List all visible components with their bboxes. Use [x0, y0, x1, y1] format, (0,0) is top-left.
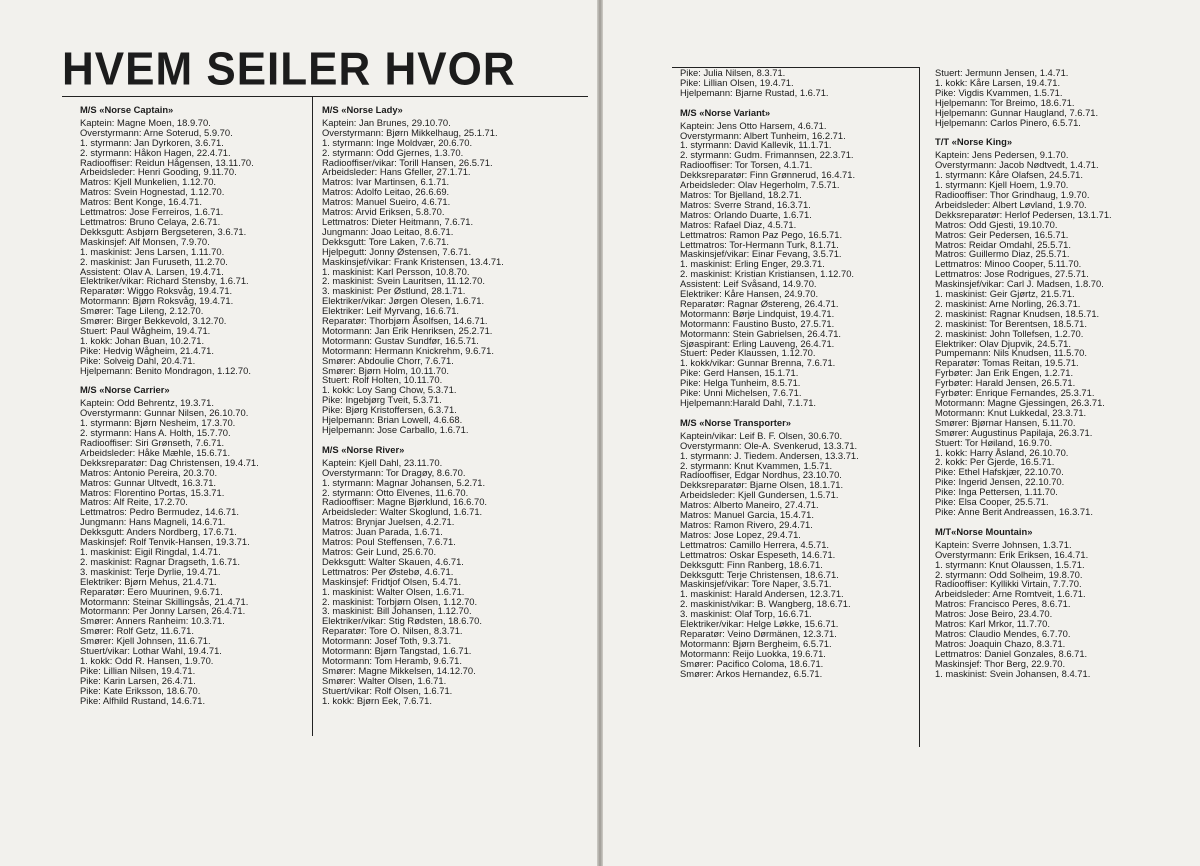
crew-list [322, 118, 504, 435]
column-4 [935, 68, 1112, 678]
crew-entry: Dekksgutt: Finn Ranberg, 18.6.71. [680, 558, 823, 570]
crew-entry: Pike: Hedvig Wågheim, 21.4.71. [80, 344, 214, 356]
crew-entry: Pike: Solveig Dahl, 20.4.71. [80, 354, 196, 366]
ship-norse-lady [322, 105, 504, 435]
crew-entry: Radiooffiser: Magne Bjørklund, 16.6.70. [322, 496, 488, 508]
crew-entry: Pike: Kate Eriksson, 18.6.70. [80, 684, 201, 696]
crew-entry: Smører: Tage Lileng, 2.12.70. [80, 305, 204, 317]
crew-entry: Radiooffiser: Siri Grønseth, 7.6.71. [80, 437, 225, 448]
crew-entry: Hjelpemann: Brian Lowell, 4.6.68. [322, 414, 463, 426]
crew-entry: Dekksgutt: Anders Nordberg, 17.6.71. [80, 526, 237, 538]
crew-entry: Overstyrmann: Tor Dragøy, 8.6.70. [322, 466, 466, 478]
crew-entry: 1. styrmann: Kjell Hoem, 1.9.70. [935, 179, 1069, 191]
crew-entry: Motormann: Knut Lukkedal, 23.3.71. [935, 406, 1087, 418]
page-spine [597, 0, 603, 866]
crew-entry: 2. maskinist: John Tollefsen, 1.2.70. [935, 327, 1084, 339]
crew-entry: 2. kokk: Per Gjerde, 16.5.71. [935, 456, 1055, 468]
ship-name: M/S «Norse River» [322, 443, 405, 455]
crew-entry: 1. styrmann: Magnar Johansen, 5.2.71. [322, 476, 486, 488]
crew-entry: Pike: Julia Nilsen, 8.3.71. [680, 67, 786, 78]
ship-name: M/T«Norse Mountain» [935, 525, 1033, 537]
crew-entry: Matros: Adolfo Leitao, 26.6.69. [322, 186, 450, 198]
crew-entry: 1. styrmann: Knut Olaussen, 1.5.71. [935, 558, 1085, 570]
crew-entry: Pike: Lillian Olsen, 19.4.71. [680, 76, 794, 88]
crew-entry: Lettmatros: Camillo Herrera, 4.5.71. [680, 538, 830, 550]
ship-norse-king [935, 137, 1112, 516]
crew-entry: Stuert: Peder Klaussen, 1.12.70. [680, 347, 816, 359]
ship-name: M/S «Norse Transporter» [680, 416, 791, 428]
crew-entry: Pike: Vigdis Kvammen, 1.5.71. [935, 86, 1063, 98]
crew-list [935, 540, 1112, 679]
crew-entry: Radiooffiser, Edgar Nordhus, 23.10.70. [680, 469, 842, 481]
crew-entry: Kaptein: Kjell Dahl, 23.11.70. [322, 456, 443, 468]
crew-entry: Motormann: Reijo Luokka, 19.6.71. [680, 647, 826, 659]
crew-entry: Matros: Manuel Sueiro, 4.6.71. [322, 196, 451, 208]
crew-entry: Elektriker/vikar: Helge Løkke, 15.6.71. [680, 618, 839, 630]
crew-entry: Smører: Pacifico Coloma, 18.6.71. [680, 657, 824, 669]
left-top-rule [62, 96, 588, 97]
crew-entry: Matros: Claudio Mendes, 6.7.70. [935, 627, 1071, 639]
crew-entry: Hjelpemann:Harald Dahl, 7.1.71. [680, 397, 817, 408]
crew-entry: Matros: Geir Pedersen, 16.5.71. [935, 228, 1069, 240]
crew-entry: Assistent: Leif Svåsand, 14.9.70. [680, 278, 817, 290]
crew-entry: Motormann: Bjørn Roksvåg, 19.4.71. [80, 295, 234, 307]
ship-norse-transporter [680, 418, 859, 679]
crew-entry: Smører: Arkos Hernandez, 6.5.71. [680, 667, 823, 679]
crew-entry: Smører: Magne Mikkelsen, 14.12.70. [322, 664, 476, 676]
crew-entry: Reparatør: Tomas Reitan, 19.5.71. [935, 357, 1079, 369]
crew-entry: 3. maskinist: Olaf Torp, 16.6.71. [680, 608, 812, 620]
ship-name: M/S «Norse Carrier» [80, 384, 170, 396]
crew-entry: Stuert: Jermunn Jensen, 1.4.71. [935, 67, 1069, 78]
crew-entry: Motormann: Tom Heramb, 9.6.71. [322, 654, 462, 666]
crew-entry: Radiooffiser: Reidun Hågensen, 13.11.70. [80, 156, 254, 168]
crew-entry: Fyrbøter: Enrique Fernandes, 25.3.71. [935, 387, 1095, 399]
crew-entry: Hjelpemann: Tor Breimo, 18.6.71. [935, 96, 1075, 108]
crew-entry: Smører: Rolf Getz, 11.6.71. [80, 625, 194, 637]
crew-entry: Motormann: Stein Gabrielsen, 26.4.71. [680, 327, 842, 339]
ship-norse-captain [80, 105, 259, 375]
crew-entry: Matros: Reidar Omdahl, 25.5.71. [935, 238, 1072, 250]
crew-entry: Pike: Unni Michelsen, 7.6.71. [680, 387, 802, 399]
crew-entry: Dekksreparatør: Herlof Pedersen, 13.1.71. [935, 208, 1112, 220]
crew-entry: Dekksgutt: Walter Skauen, 4.6.71. [322, 555, 464, 567]
crew-entry: Matros: Svein Hognestad, 1.12.70. [80, 186, 225, 198]
crew-entry: 1. maskinist: Walter Olsen, 1.6.71. [322, 585, 465, 597]
crew-entry: 1. maskinist: Erling Enger, 29.3.71. [680, 258, 825, 270]
crew-entry: Matros: Alf Reite, 17.2.70. [80, 496, 188, 508]
crew-entry: Matros: Rafael Diaz, 4.5.71. [680, 218, 797, 230]
crew-entry: Elektriker/vikar: Richard Stensby, 1.6.71. [80, 275, 249, 287]
crew-entry: Motormann: Jan Erik Henriksen, 25.2.71. [322, 324, 493, 336]
left-column-divider [312, 96, 313, 736]
crew-entry: Fyrbøter: Jan Erik Engen, 1.2.71. [935, 367, 1074, 379]
crew-list [680, 431, 859, 679]
crew-entry: Assistent: Olav A. Larsen, 19.4.71. [80, 265, 224, 277]
crew-entry: Dekksgutt: Tore Laken, 7.6.71. [322, 235, 449, 247]
crew-entry: Pike: Ethel Hafskjær, 22.10.70. [935, 466, 1064, 478]
crew-entry: Elektriker: Olav Djupvik, 24.5.71. [935, 337, 1071, 349]
crew-entry: Lettmatros: Tor-Hermann Turk, 8.1.71. [680, 238, 839, 250]
crew-entry: Smører: Bjørnar Hansen, 5.11.70. [935, 416, 1076, 428]
crew-entry: 2. maskinist: Svein Lauritsen, 11.12.70. [322, 275, 485, 287]
crew-entry: 2. styrmann: Odd Gjernes, 1.3.70. [322, 146, 464, 158]
crew-entry: Reparatør: Wiggo Roksvåg, 19.4.71. [80, 285, 233, 297]
crew-entry: 1. styrmann: Inge Moldvær, 20.6.70. [322, 136, 473, 148]
crew-entry: 1. maskinist: Karl Persson, 10.8.70. [322, 265, 470, 277]
crew-entry: 1. styrmann: Kåre Olafsen, 24.5.71. [935, 169, 1083, 181]
crew-entry: Pike: Ingebjørg Tveit, 5.3.71. [322, 394, 442, 406]
crew-entry: Arbeidsleder: Henri Gooding, 9.11.70. [80, 166, 237, 178]
crew-entry: Reparatør: Thorbjørn Åsolfsen, 14.6.71. [322, 315, 488, 327]
crew-list [935, 68, 1112, 127]
crew-entry: Overstyrmann: Jacob Nødtvedt, 1.4.71. [935, 159, 1099, 171]
crew-entry: Lettmatros: Minoo Cooper, 5.11.70. [935, 258, 1082, 270]
crew-entry: Elektriker: Bjørn Mehus, 21.4.71. [80, 575, 217, 587]
crew-entry: Kaptein: Sverre Johnsen, 1.3.71. [935, 538, 1072, 550]
ship-norse-mountain [935, 527, 1112, 679]
crew-entry: 3. maskinist: Bill Johansen, 1.12.70. [322, 605, 472, 617]
crew-entry: Hjelpemann: Jose Carballo, 1.6.71. [322, 424, 469, 435]
crew-entry: Arbeidsleder: Hans Gfeller, 27.1.71. [322, 166, 471, 178]
page-title: HVEM SEILER HVOR [62, 43, 516, 96]
crew-entry: Radiooffiser: Kyllikki Virtain, 7.7.70. [935, 578, 1082, 590]
crew-entry: Motormann: Faustino Busto, 27.5.71. [680, 317, 835, 329]
crew-entry: Motormann: Hermann Knickrehm, 9.6.71. [322, 344, 494, 356]
ship-name: M/S «Norse Lady» [322, 104, 403, 115]
crew-entry: Dekksgutt: Terje Christensen, 18.6.71. [680, 568, 839, 580]
crew-entry: Motormann: Børje Lindquist, 19.4.71. [680, 307, 835, 319]
crew-list [680, 121, 859, 408]
crew-list [935, 150, 1112, 517]
crew-entry: Matros: Ramon Rivero, 29.4.71. [680, 518, 813, 530]
crew-entry: Matros: Guillermo Diaz, 25.5.71. [935, 248, 1070, 260]
crew-entry: 2. styrmann: Odd Solheim, 19.8.70. [935, 568, 1083, 580]
crew-entry: Smører: Walter Olsen, 1.6.71. [322, 674, 447, 686]
crew-entry: Hjelpemann: Gunnar Haugland, 7.6.71. [935, 106, 1099, 118]
crew-entry: Hjelpemann: Bjarne Rustad, 1.6.71. [680, 86, 829, 98]
ship-name: M/S «Norse Variant» [680, 106, 771, 118]
crew-entry: Hjelpegutt: Jonny Østensen, 7.6.71. [322, 245, 472, 257]
crew-entry: Stuert/vikar: Rolf Olsen, 1.6.71. [322, 684, 453, 696]
crew-entry: Matros: Alberto Maneiro, 27.4.71. [680, 499, 819, 511]
crew-entry: Matros: Bent Konge, 16.4.71. [80, 196, 202, 208]
crew-entry: Motormann: Bjørn Tangstad, 1.6.71. [322, 645, 472, 657]
crew-entry: Maskinsjef: Rolf Tenvik-Hansen, 19.3.71. [80, 536, 250, 548]
crew-entry: Arbeidsleder: Kjell Gundersen, 1.5.71. [680, 489, 839, 501]
crew-entry: Lettmatros: Daniel Gonzales, 8.6.71. [935, 647, 1088, 659]
crew-entry: Lettmatros: Jose Ferreiros, 1.6.71. [80, 206, 224, 218]
crew-entry: Matros: Kjell Munkelien, 1.12.70. [80, 176, 217, 188]
crew-entry: Overstyrmann: Albert Tunheim, 16.2.71. [680, 129, 846, 141]
crew-entry: Reparatør: Ragnar Østereng, 26.4.71. [680, 297, 839, 309]
crew-entry: Radiooffiser: Thor Grindhaug, 1.9.70. [935, 188, 1090, 200]
crew-entry: Pike: Elsa Cooper, 25.5.71. [935, 496, 1049, 508]
crew-entry: Matros: Antonio Pereira, 20.3.70. [80, 466, 218, 478]
crew-entry: Matros: Joaquin Chazo, 8.3.71. [935, 637, 1066, 649]
ship-norse-carrier [80, 385, 259, 705]
crew-entry: Maskinsjef/vikar: Tore Naper, 3.5.71. [680, 578, 832, 590]
crew-entry: Sjøaspirant: Erling Lauveng, 26.4.71. [680, 337, 835, 349]
crew-entry: Matros: Karl Mrkor, 11.7.70. [935, 618, 1050, 630]
crew-entry: Matros: Brynjar Juelsen, 4.2.71. [322, 516, 455, 528]
crew-entry: Smører: Augustinus Papilaja, 26.3.71. [935, 426, 1093, 438]
crew-entry: 2. maskinist: Ragnar Knudsen, 18.5.71. [935, 307, 1100, 319]
crew-entry: Smører: Birger Bekkevold, 3.12.70. [80, 315, 227, 327]
crew-entry: Lettmatros: Pedro Bermudez, 14.6.71. [80, 506, 239, 518]
crew-entry: 1. maskinist: Svein Johansen, 8.4.71. [935, 667, 1091, 679]
crew-entry: Smører: Bjørn Holm, 10.11.70. [322, 364, 449, 376]
crew-entry: 1. kokk/vikar: Gunnar Brenna, 7.6.71. [680, 357, 836, 369]
crew-entry: Pike: Gerd Hansen, 15.1.71. [680, 367, 799, 379]
crew-entry: Dekksreparatør: Finn Grønnerud, 16.4.71. [680, 169, 856, 181]
crew-entry: Matros: Francisco Peres, 8.6.71. [935, 598, 1071, 610]
crew-entry: Smører: Anners Ranheim: 10.3.71. [80, 615, 225, 627]
crew-entry: 1. maskinist: Harald Andersen, 12.3.71. [680, 588, 844, 600]
crew-entry: Elektriker/vikar: Stig Rødsten, 18.6.70. [322, 615, 482, 627]
crew-entry: 2. maskinist/vikar: B. Wangberg, 18.6.71. [680, 598, 851, 610]
crew-entry: Stuert: Rolf Holten, 10.11.70. [322, 374, 443, 386]
crew-entry: Reparatør: Veino Dørmänen, 12.3.71. [680, 627, 837, 639]
crew-entry: Matros: Juan Parada, 1.6.71. [322, 526, 443, 538]
crew-entry: 1. maskinist: Eigil Ringdal, 1.4.71. [80, 545, 221, 557]
column-2 [322, 105, 504, 705]
crew-entry: Reparatør: Tore O. Nilsen, 8.3.71. [322, 625, 463, 637]
crew-entry: Motormann: Magne Gjessingen, 26.3.71. [935, 397, 1105, 408]
crew-entry: Jungmann: Hans Magneli, 14.6.71. [80, 516, 226, 528]
crew-entry: Arbeidsleder: Håke Mæhle, 15.6.71. [80, 446, 231, 458]
crew-entry: Pike: Lillian Nilsen, 19.4.71. [80, 664, 196, 676]
crew-entry: 2. styrmann: Hans A. Holth, 15.7.70. [80, 427, 231, 439]
crew-entry: Kaptein: Magne Moen, 18.9.70. [80, 116, 211, 128]
crew-entry: Hjelpemann: Carlos Pinero, 6.5.71. [935, 116, 1081, 128]
ship-norse-river [322, 445, 504, 706]
crew-entry: 2. styrmann: Knut Kvammen, 1.5.71. [680, 459, 833, 471]
crew-entry: Overstyrmann: Bjørn Mikkelhaug, 25.1.71. [322, 126, 498, 138]
crew-entry: Reparatør: Eero Muurinen, 9.6.71. [80, 585, 223, 597]
crew-entry: Matros: Poul Steffensen, 7.6.71. [322, 536, 456, 548]
crew-entry: Maskinsjef: Fridtjof Olsen, 5.4.71. [322, 575, 462, 587]
crew-entry: Maskinsjef/vikar: Frank Kristensen, 13.4.71. [322, 255, 504, 267]
crew-entry: 2. styrmann: Otto Elvenes, 11.6.70. [322, 486, 469, 498]
crew-entry: Pumpemann: Nils Knudsen, 11.5.70. [935, 347, 1087, 359]
crew-list [680, 68, 859, 98]
crew-entry: Lettmatros: Jose Rodrigues, 27.5.71. [935, 268, 1089, 280]
crew-list [80, 398, 259, 705]
crew-entry: Motormann: Gustav Sundfør, 16.5.71. [322, 334, 479, 346]
ship-name: M/S «Norse Captain» [80, 104, 174, 115]
crew-entry: 1. maskinist: Geir Gjørtz, 21.5.71. [935, 288, 1075, 300]
crew-entry: Matros: Tor Bjelland, 18.2.71. [680, 188, 802, 200]
crew-entry: 1. styrmann: David Kallevik, 11.1.71. [680, 139, 832, 151]
crew-entry: 1. kokk: Johan Buan, 10.2.71. [80, 334, 205, 346]
crew-entry: Matros: Orlando Duarte, 1.6.71. [680, 208, 812, 220]
crew-entry: Motormann: Per Jonny Larsen, 26.4.71. [80, 605, 246, 617]
crew-entry: Dekksreparatør: Bjarne Olsen, 18.1.71. [680, 479, 844, 491]
crew-entry: 1. kokk: Kåre Larsen, 19.4.71. [935, 76, 1061, 88]
crew-entry: 3. maskinist: Terje Dyrlie, 19.4.71. [80, 565, 221, 577]
crew-entry: 2. maskinist: Kristian Kristiansen, 1.12.70. [680, 268, 855, 280]
crew-entry: 2. maskinist: Torbjørn Olsen, 1.12.70. [322, 595, 478, 607]
crew-entry: Matros: Ivar Martinsen, 6.1.71. [322, 176, 450, 188]
crew-entry: Matros: Geir Lund, 25.6.70. [322, 545, 437, 557]
crew-entry: Pike: Helga Tunheim, 8.5.71. [680, 377, 801, 389]
crew-entry: Pike: Ingerid Jensen, 22.10.70. [935, 476, 1065, 488]
ship-name: T/T «Norse King» [935, 136, 1013, 148]
right-column-divider [919, 67, 920, 747]
crew-entry: Smører: Kjell Johnsen, 11.6.71. [80, 635, 211, 647]
column-3 [680, 68, 859, 678]
crew-entry: Matros: Jose Beiro, 23.4.70. [935, 608, 1053, 620]
crew-entry: Motormann: Steinar Skillingsås, 21.4.71. [80, 595, 249, 607]
crew-entry: Arbeidsleder: Arne Romtveit, 1.6.71. [935, 588, 1086, 600]
crew-entry: Pike: Karin Larsen, 26.4.71. [80, 674, 196, 686]
crew-entry: Kaptein/vikar: Leif B. F. Olsen, 30.6.70. [680, 429, 843, 441]
crew-entry: Matros: Arvid Eriksen, 5.8.70. [322, 206, 445, 218]
crew-entry: 1. kokk: Harry Åsland, 26.10.70. [935, 446, 1069, 458]
crew-entry: Radiooffiser: Tor Torsen, 4.1.71. [680, 159, 813, 171]
crew-entry: Jungmann: Joao Leitao, 8.6.71. [322, 225, 454, 237]
crew-entry: Overstyrmann: Ole-A. Svenkerud, 13.3.71. [680, 439, 858, 451]
crew-entry: Maskinsjef: Thor Berg, 22.9.70. [935, 657, 1066, 669]
crew-entry: Matros: Manuel Garcia, 15.4.71. [680, 509, 814, 521]
crew-entry: Radiooffiser/vikar: Torill Hansen, 26.5.71. [322, 156, 493, 168]
crew-entry: 2. maskinist: Jan Furuseth, 11.2.70. [80, 255, 228, 267]
crew-entry: Dekksreparatør: Dag Christensen, 19.4.71. [80, 456, 259, 468]
crew-entry: 2. maskinist: Tor Berentsen, 18.5.71. [935, 317, 1087, 329]
crew-entry: Elektriker: Leif Myrvang, 16.6.71. [322, 305, 460, 317]
crew-entry: 1. kokk: Bjørn Eek, 7.6.71. [322, 694, 432, 706]
crew-entry: Fyrbøter: Harald Jensen, 26.5.71. [935, 377, 1076, 389]
crew-entry: 2. styrmann: Håkon Hagen, 22.4.71. [80, 146, 231, 158]
crew-entry: Overstyrmann: Arne Soterud, 5.9.70. [80, 126, 233, 138]
crew-entry: 2. maskinist: Ragnar Dragseth, 1.6.71. [80, 555, 240, 567]
crew-entry: Matros: Sverre Strand, 16.3.71. [680, 198, 811, 210]
crew-entry: Kaptein: Jan Brunes, 29.10.70. [322, 116, 451, 128]
ship-continued [680, 68, 859, 98]
crew-entry: Motormann: Josef Toth, 9.3.71. [322, 635, 452, 647]
crew-entry: Hjelpemann: Benito Mondragon, 1.12.70. [80, 364, 251, 376]
crew-entry: Stuert/vikar: Lothar Wahl, 19.4.71. [80, 645, 222, 657]
crew-entry: 1. styrmann: J. Tiedem. Andersen, 13.3.71. [680, 449, 859, 461]
crew-entry: Lettmatros: Per Østebø, 4.6.71. [322, 565, 454, 577]
crew-entry: Kaptein: Odd Behrentz, 19.3.71. [80, 397, 214, 409]
crew-entry: Stuert: Tor Høiland, 16.9.70. [935, 436, 1053, 448]
crew-entry: Pike: Alfhild Rustand, 14.6.71. [80, 694, 206, 706]
crew-entry: 1. kokk: Odd R. Hansen, 1.9.70. [80, 654, 214, 666]
crew-entry: 1. styrmann: Bjørn Nesheim, 17.3.70. [80, 417, 236, 429]
crew-entry: Overstyrmann: Gunnar Nilsen, 26.10.70. [80, 407, 249, 419]
crew-entry: 1. kokk: Loy Sang Chow, 5.3.71. [322, 384, 457, 396]
crew-list [80, 118, 259, 376]
crew-entry: 2. maskinist: Arne Norling, 26.3.71. [935, 297, 1081, 309]
crew-entry: Matros: Gunnar Ultvedt, 16.3.71. [80, 476, 217, 488]
crew-entry: Lettmatros: Dieter Heitmann, 7.6.71. [322, 215, 474, 227]
crew-list [322, 458, 504, 706]
crew-entry: Lettmatros: Ramon Paz Pego, 16.5.71. [680, 228, 843, 240]
crew-entry: 2. styrmann: Gudm. Frimannsen, 22.3.71. [680, 149, 854, 161]
crew-entry: 3. maskinist: Per Østlund, 28.1.71. [322, 285, 466, 297]
crew-entry: Pike: Anne Berit Andreassen, 16.3.71. [935, 505, 1093, 517]
crew-entry: Maskinsjef/vikar: Einar Fevang, 3.5.71. [680, 248, 842, 260]
crew-entry: Kaptein: Jens Otto Harsem, 4.6.71. [680, 119, 827, 131]
crew-entry: Lettmatros: Bruno Celaya, 2.6.71. [80, 215, 221, 227]
crew-entry: Lettmatros: Oskar Espeseth, 14.6.71. [680, 548, 836, 560]
crew-entry: Elektriker: Kåre Hansen, 24.9.70. [680, 288, 819, 300]
crew-entry: Matros: Florentino Portas, 15.3.71. [80, 486, 225, 498]
crew-entry: Motormann: Bjørn Bergheim, 6.5.71. [680, 637, 832, 649]
crew-entry: Smører: Abdoulie Chorr, 7.6.71. [322, 354, 454, 366]
crew-entry: Matros: Jose Lopez, 29.4.71. [680, 528, 801, 540]
crew-entry: Stuert: Paul Wågheim, 19.4.71. [80, 324, 211, 336]
crew-entry: 1. maskinist: Jens Larsen, 1.11.70. [80, 245, 225, 257]
crew-entry: Overstyrmann: Erik Eriksen, 16.4.71. [935, 548, 1089, 560]
crew-entry: Maskinsjef/vikar: Carl J. Madsen, 1.8.70. [935, 278, 1104, 290]
crew-entry: Arbeidsleder: Walter Skoglund, 1.6.71. [322, 506, 483, 518]
crew-entry: Matros: Odd Gjesti, 19.10.70. [935, 218, 1058, 230]
crew-entry: Elektriker/vikar: Jørgen Olesen, 1.6.71. [322, 295, 485, 307]
crew-entry: Arbeidsleder: Olav Hegerholm, 7.5.71. [680, 179, 840, 191]
crew-entry: Arbeidsleder: Albert Løvland, 1.9.70. [935, 198, 1087, 210]
crew-entry: Maskinsjef: Alf Monsen, 7.9.70. [80, 235, 210, 247]
crew-entry: Pike: Inga Pettersen, 1.11.70. [935, 486, 1058, 498]
crew-entry: Dekksgutt: Asbjørn Bergseteren, 3.6.71. [80, 225, 247, 237]
column-1 [80, 105, 259, 705]
crew-entry: Pike: Bjørg Kristoffersen, 6.3.71. [322, 404, 457, 416]
crew-entry: Kaptein: Jens Pedersen, 9.1.70. [935, 149, 1069, 161]
ship-norse-variant [680, 108, 859, 408]
ship-continued [935, 68, 1112, 127]
crew-entry: 1. styrmann: Jan Dyrkoren, 3.6.71. [80, 136, 224, 148]
